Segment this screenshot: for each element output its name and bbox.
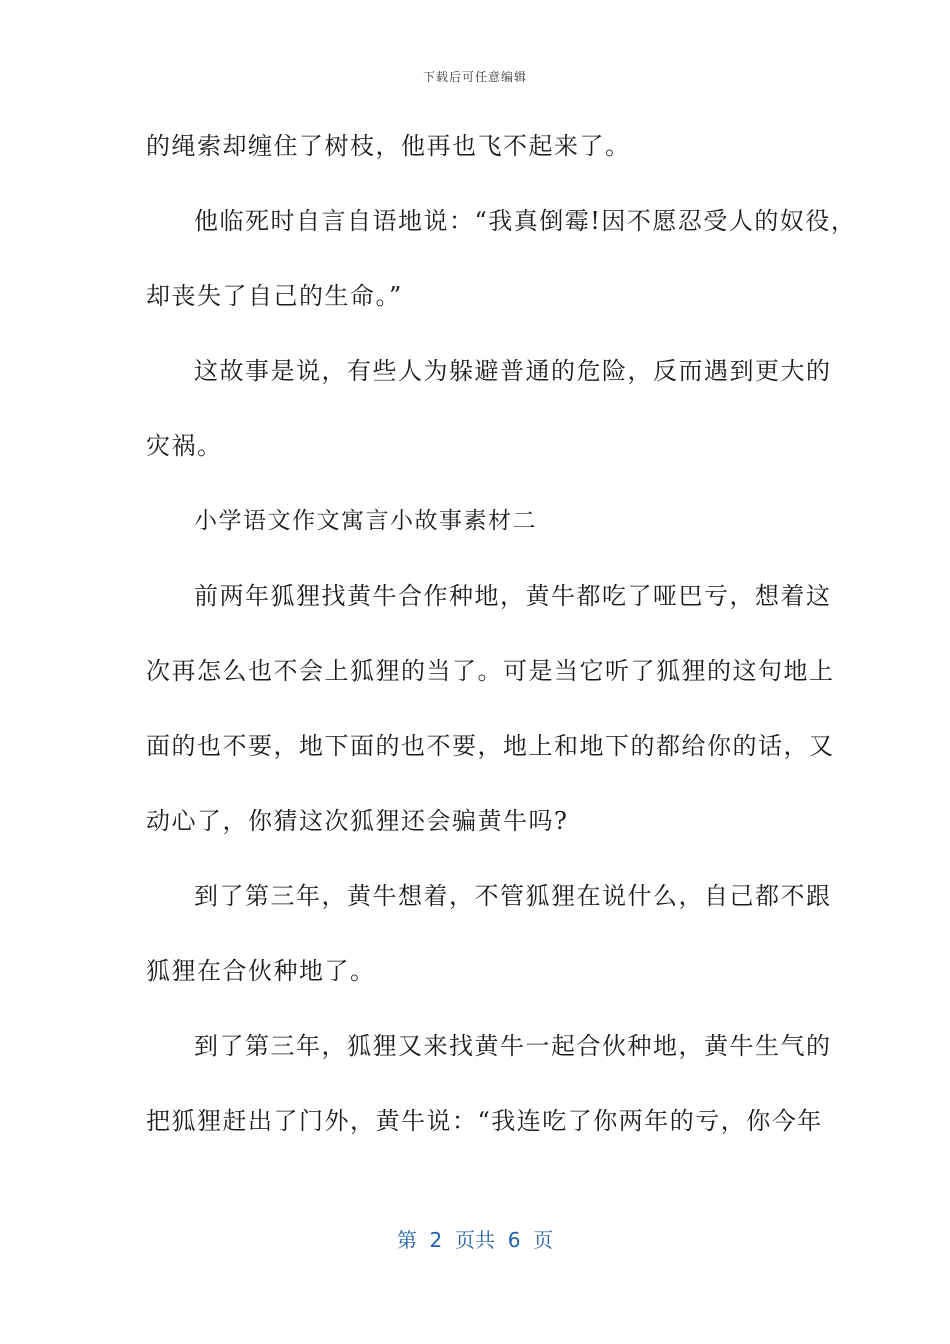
- text-line: 动心了，你猜这次狐狸还会骗黄牛吗?: [146, 807, 569, 835]
- page-number-footer: 第 2 页共 6 页: [396, 1228, 554, 1252]
- page-header-note: 下载后可任意编辑: [422, 70, 527, 84]
- text-line: 的绳索却缠住了树枝，他再也飞不起来了。: [146, 132, 631, 160]
- text-line: 面的也不要，地下面的也不要，地上和地下的都给你的话，又: [146, 732, 835, 760]
- text-line: 却丧失了自己的生命。”: [146, 282, 403, 310]
- text-line: 这故事是说，有些人为躲避普通的危险，反而遇到更大的: [194, 357, 832, 385]
- text-line: 他临死时自言自语地说：“我真倒霉!因不愿忍受人的奴役，: [194, 207, 857, 235]
- text-line: 把狐狸赶出了门外，黄牛说：“我连吃了你两年的亏，你今年: [146, 1107, 823, 1135]
- text-line: 到了第三年，黄牛想着，不管狐狸在说什么，自己都不跟: [194, 882, 832, 910]
- text-line: 灾祸。: [146, 432, 223, 460]
- text-line: 狐狸在合伙种地了。: [146, 957, 376, 985]
- document-body: [146, 122, 857, 1172]
- text-line: 到了第三年，狐狸又来找黄牛一起合伙种地，黄牛生气的: [194, 1032, 832, 1060]
- text-line: 次再怎么也不会上狐狸的当了。可是当它听了狐狸的这句地上: [146, 657, 835, 685]
- text-line: 前两年狐狸找黄牛合作种地，黄牛都吃了哑巴亏，想着这: [194, 582, 832, 610]
- section-heading: 小学语文作文寓言小故事素材二: [194, 508, 537, 534]
